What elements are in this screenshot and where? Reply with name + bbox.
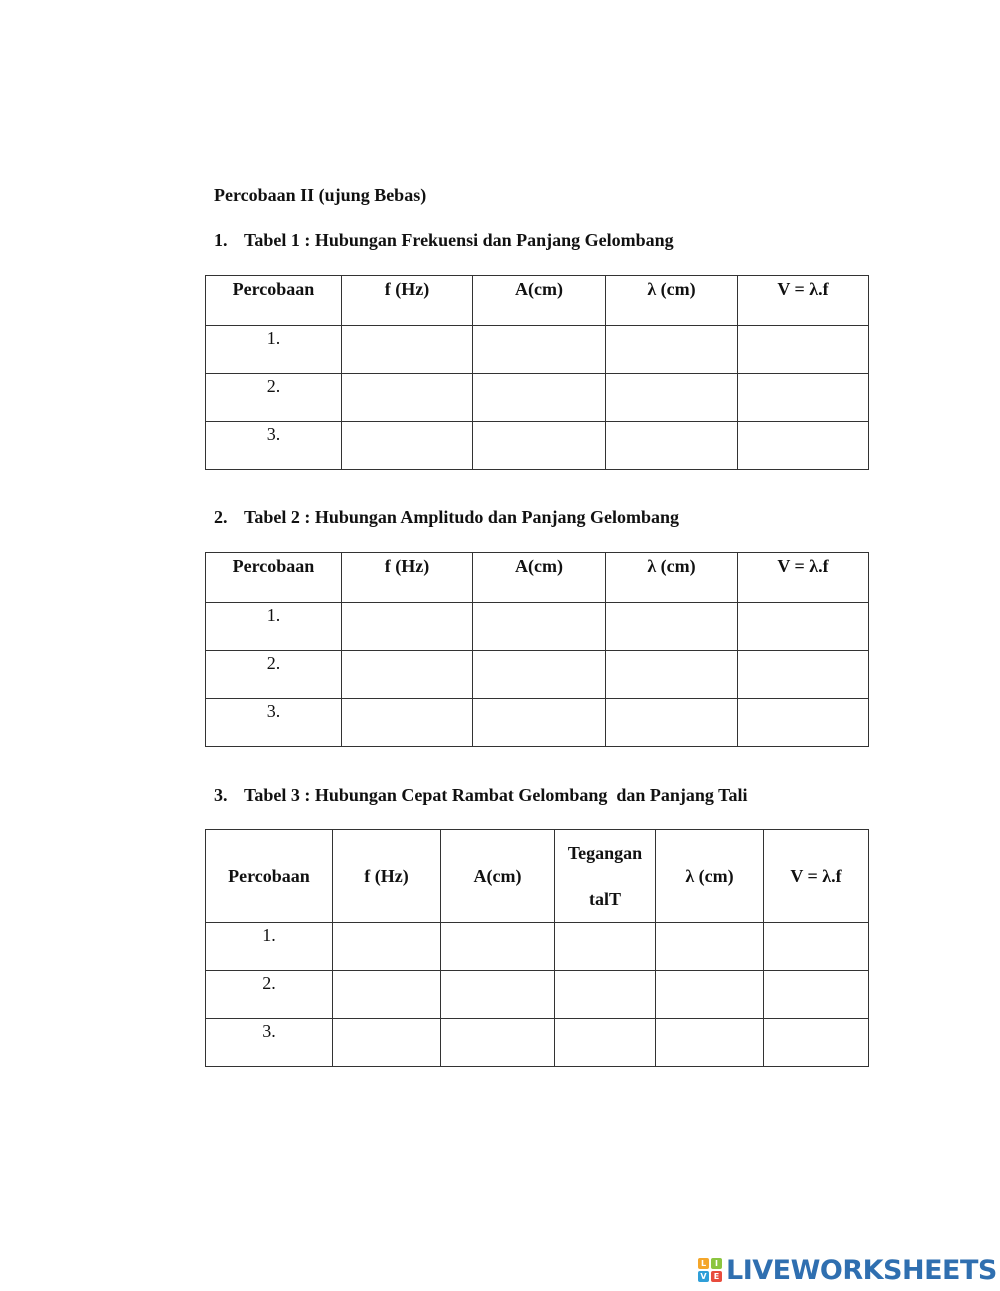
answer-input[interactable] (606, 328, 737, 372)
cell (606, 422, 738, 470)
cell (606, 603, 738, 651)
cell (333, 1019, 441, 1067)
table-header-row (206, 553, 869, 603)
cell (342, 699, 473, 747)
table-row (206, 923, 869, 971)
answer-input[interactable] (441, 1021, 554, 1065)
cell (606, 326, 738, 374)
row-number: 1. (206, 923, 333, 971)
table-3-heading (214, 785, 747, 806)
header-percobaan: Percobaan (206, 276, 342, 326)
table-row (206, 971, 869, 1019)
cell (738, 603, 869, 651)
answer-input[interactable] (738, 424, 868, 468)
answer-input[interactable] (473, 424, 605, 468)
row-number: 2. (206, 374, 342, 422)
answer-input[interactable] (333, 1021, 440, 1065)
cell (473, 326, 606, 374)
row-number: 1. (206, 326, 342, 374)
table-header-row (206, 276, 869, 326)
logo-block-i: I (711, 1258, 722, 1269)
table-row (206, 1019, 869, 1067)
header-amplitude: A(cm) (473, 276, 606, 326)
header-frequency: f (Hz) (333, 830, 441, 923)
answer-input[interactable] (606, 653, 737, 697)
table-2 (205, 552, 869, 747)
table-header-row (206, 830, 869, 923)
answer-input[interactable] (656, 973, 763, 1017)
cell (473, 651, 606, 699)
table-3-title: Tabel 3 : Hubungan Cepat Rambat Gelombang dan Panjang Tali (244, 785, 748, 805)
cell (441, 923, 555, 971)
cell (738, 699, 869, 747)
logo-block-e: E (711, 1271, 722, 1282)
cell (473, 603, 606, 651)
cell (555, 923, 656, 971)
cell (473, 422, 606, 470)
answer-input[interactable] (656, 925, 763, 969)
cell (606, 651, 738, 699)
header-frequency: f (Hz) (342, 553, 473, 603)
logo-icon (698, 1258, 722, 1282)
answer-input[interactable] (473, 328, 605, 372)
header-wavelength: λ (cm) (656, 830, 764, 923)
answer-input[interactable] (473, 653, 605, 697)
cell (764, 923, 869, 971)
answer-input[interactable] (342, 605, 472, 649)
table-1 (205, 275, 869, 470)
row-number: 3. (206, 422, 342, 470)
header-percobaan: Percobaan (206, 830, 333, 923)
header-velocity: V = λ.f (764, 830, 869, 923)
header-velocity: V = λ.f (738, 553, 869, 603)
table-row (206, 422, 869, 470)
answer-input[interactable] (555, 973, 655, 1017)
answer-input[interactable] (738, 653, 868, 697)
cell (441, 1019, 555, 1067)
table-3 (205, 829, 869, 1067)
cell (333, 971, 441, 1019)
header-amplitude: A(cm) (473, 553, 606, 603)
answer-input[interactable] (738, 376, 868, 420)
table-row (206, 603, 869, 651)
cell (606, 374, 738, 422)
cell (473, 374, 606, 422)
table-1-title: Tabel 1 : Hubungan Frekuensi dan Panjang Gelombang (244, 230, 674, 250)
cell (738, 651, 869, 699)
cell (656, 923, 764, 971)
answer-input[interactable] (738, 328, 868, 372)
answer-input[interactable] (342, 653, 472, 697)
cell (738, 422, 869, 470)
section-title: Percobaan II (ujung Bebas) (214, 185, 427, 205)
table-3-number: 3. (214, 785, 228, 805)
header-velocity: V = λ.f (738, 276, 869, 326)
logo-text: LIVEWORKSHEETS (726, 1254, 997, 1286)
answer-input[interactable] (555, 925, 655, 969)
answer-input[interactable] (342, 328, 472, 372)
answer-input[interactable] (764, 1021, 868, 1065)
cell (764, 971, 869, 1019)
row-number: 2. (206, 651, 342, 699)
cell (656, 971, 764, 1019)
answer-input[interactable] (441, 925, 554, 969)
row-number: 1. (206, 603, 342, 651)
cell (738, 326, 869, 374)
table-row (206, 326, 869, 374)
table-1-heading (214, 230, 674, 251)
answer-input[interactable] (738, 701, 868, 745)
answer-input[interactable] (606, 376, 737, 420)
answer-input[interactable] (441, 973, 554, 1017)
answer-input[interactable] (555, 1021, 655, 1065)
cell (656, 1019, 764, 1067)
header-wavelength: λ (cm) (606, 276, 738, 326)
cell (738, 374, 869, 422)
table-2-title: Tabel 2 : Hubungan Amplitudo dan Panjang Gelombang (244, 507, 679, 527)
cell (473, 699, 606, 747)
cell (342, 326, 473, 374)
answer-input[interactable] (333, 925, 440, 969)
cell (342, 603, 473, 651)
answer-input[interactable] (342, 424, 472, 468)
row-number: 3. (206, 1019, 333, 1067)
answer-input[interactable] (656, 1021, 763, 1065)
cell (441, 971, 555, 1019)
answer-input[interactable] (473, 701, 605, 745)
header-tension (555, 830, 656, 923)
answer-input[interactable] (606, 701, 737, 745)
table-2-number: 2. (214, 507, 228, 527)
header-tension-sub: talT (588, 889, 621, 909)
cell (555, 971, 656, 1019)
answer-input[interactable] (342, 701, 472, 745)
row-number: 2. (206, 971, 333, 1019)
table-row (206, 374, 869, 422)
table-row (206, 699, 869, 747)
table-1-number: 1. (214, 230, 228, 250)
answer-input[interactable] (606, 424, 737, 468)
answer-input[interactable] (738, 605, 868, 649)
header-amplitude: A(cm) (441, 830, 555, 923)
logo-block-v: V (698, 1271, 709, 1282)
table-row (206, 651, 869, 699)
logo-block-l: L (698, 1258, 709, 1269)
answer-input[interactable] (473, 605, 605, 649)
cell (555, 1019, 656, 1067)
header-percobaan: Percobaan (206, 553, 342, 603)
answer-input[interactable] (764, 973, 868, 1017)
header-wavelength: λ (cm) (606, 553, 738, 603)
answer-input[interactable] (333, 973, 440, 1017)
cell (342, 651, 473, 699)
answer-input[interactable] (342, 376, 472, 420)
header-tension-label: Tegangan (567, 843, 643, 863)
answer-input[interactable] (764, 925, 868, 969)
cell (333, 923, 441, 971)
cell (606, 699, 738, 747)
cell (342, 374, 473, 422)
table-2-heading (214, 507, 679, 528)
answer-input[interactable] (606, 605, 737, 649)
header-frequency: f (Hz) (342, 276, 473, 326)
cell (342, 422, 473, 470)
liveworksheets-logo[interactable] (698, 1255, 997, 1285)
row-number: 3. (206, 699, 342, 747)
cell (764, 1019, 869, 1067)
answer-input[interactable] (473, 376, 605, 420)
